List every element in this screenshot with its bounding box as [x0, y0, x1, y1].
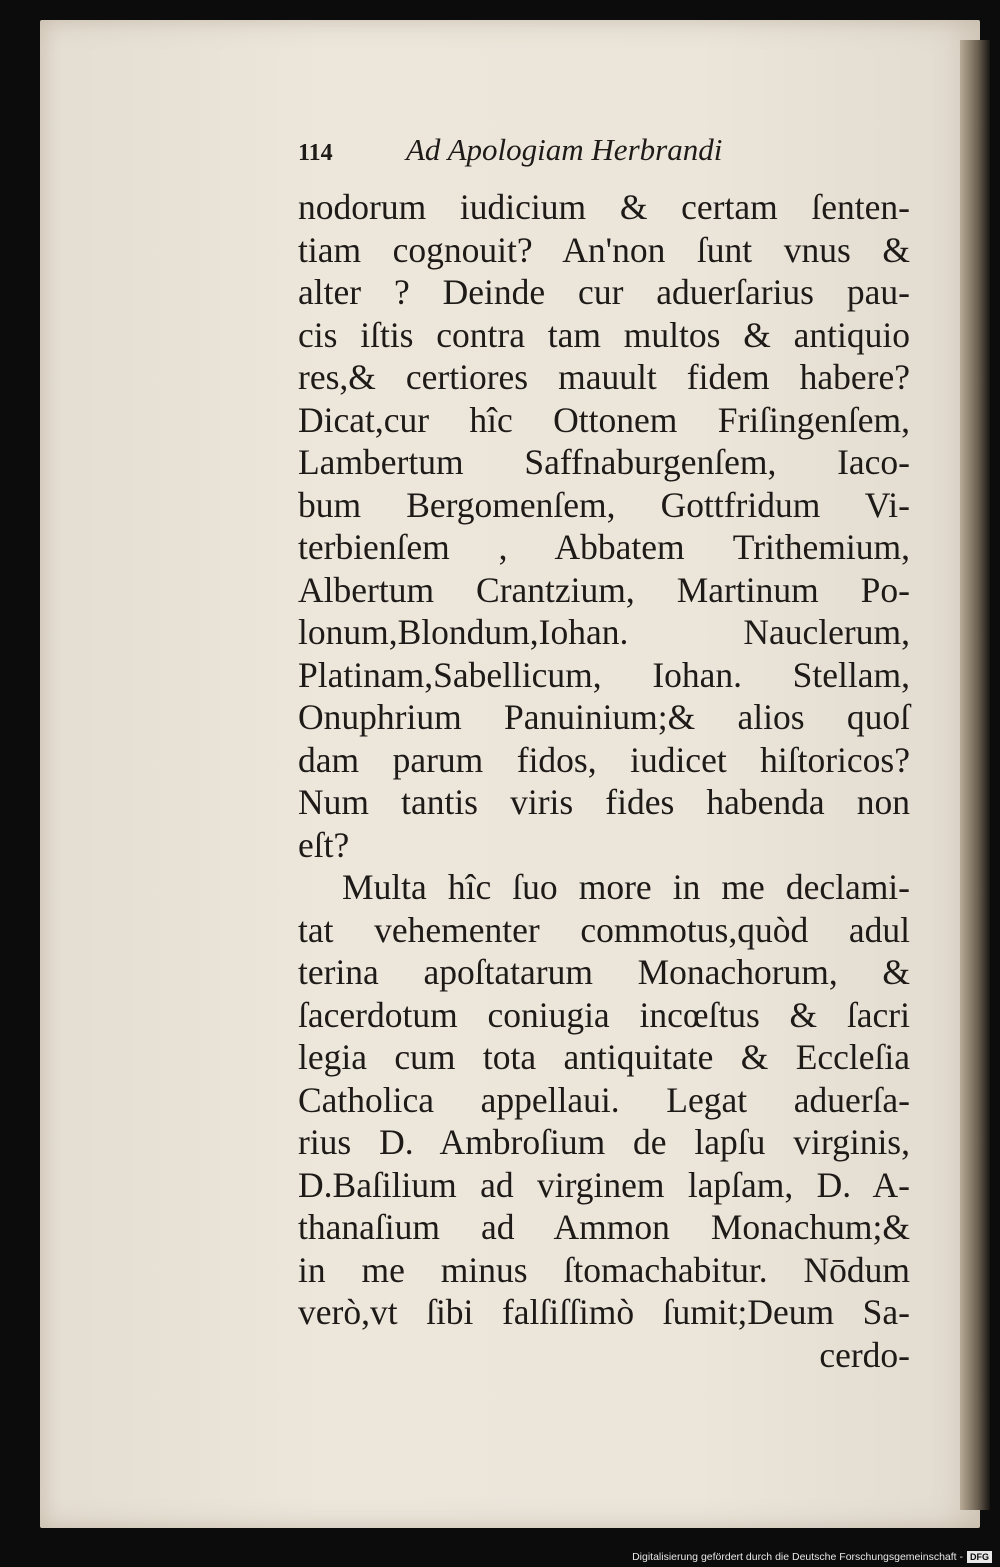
text-line: in me minus ſtomachabitur. Nōdum [298, 1249, 910, 1290]
text-line: Platinam,Sabellicum, Iohan. Stellam, [298, 654, 910, 695]
text-line: legia cum tota antiquitate & Eccleſia [298, 1037, 910, 1077]
text-line: Lambertum Saffnaburgenſem, Iaco- [298, 442, 910, 482]
text-line: lonum,Blondum,Iohan. Nauclerum, [298, 612, 910, 652]
text-line: Dicat,cur hîc Ottonem Friſingenſem, [298, 399, 910, 440]
page-number: 114 [298, 140, 333, 166]
text-line: dam parum fidos, iudicet hiſtoricos? [298, 739, 910, 780]
text-line: Onuphrium Panuinium;& alios quoſ [298, 697, 910, 737]
text-line: terbienſem , Abbatem Trithemium, [298, 527, 910, 567]
text-line: alter ? Deinde cur aduerſarius pau- [298, 272, 910, 312]
text-line: rius D. Ambroſium de lapſu virginis, [298, 1122, 910, 1162]
text-line: D.Baſilium ad virginem lapſam, D. A- [298, 1164, 910, 1205]
text-line: cis iſtis contra tam multos & antiquio [298, 314, 910, 355]
dfg-logo-icon: DFG [967, 1551, 992, 1563]
text-block [298, 132, 910, 1376]
paragraph-start-line: Multa hîc ſuo more in me declami- [342, 867, 910, 907]
text-line: thanaſium ad Ammon Monachum;& [298, 1207, 910, 1247]
text-line: Catholica appellaui. Legat aduerſa- [298, 1079, 910, 1120]
text-line: ſacerdotum coniugia incœſtus & ſacri [298, 994, 910, 1035]
digitization-footer [632, 1551, 992, 1563]
footer-text: Digitalisierung gefördert durch die Deutsche Forschungsgemeinschaft - [632, 1551, 963, 1563]
text-line: eſt? [298, 824, 350, 865]
text-line: verò,vt ſibi falſiſſimò ſumit;Deum Sa- [298, 1292, 910, 1332]
text-line: terina apoſtatarum Monachorum, & [298, 952, 910, 992]
running-head [298, 132, 910, 186]
page-edge-shadow [960, 40, 990, 1510]
text-line: bum Bergomenſem, Gottfridum Vi- [298, 484, 910, 525]
text-line: tiam cognouit? An'non ſunt vnus & [298, 229, 910, 270]
running-head-title: Ad Apologiam Herbrandi [406, 132, 723, 167]
catchword: cerdo- [819, 1334, 910, 1375]
text-line: nodorum iudicium & certam ſenten- [298, 187, 910, 227]
text-line: tat vehementer commotus,quòd adul [298, 909, 910, 950]
text-line: Albertum Crantzium, Martinum Po- [298, 569, 910, 610]
text-line: res,& certiores mauult fidem habere? [298, 357, 910, 397]
text-line: Num tantis viris fides habenda non [298, 782, 910, 822]
